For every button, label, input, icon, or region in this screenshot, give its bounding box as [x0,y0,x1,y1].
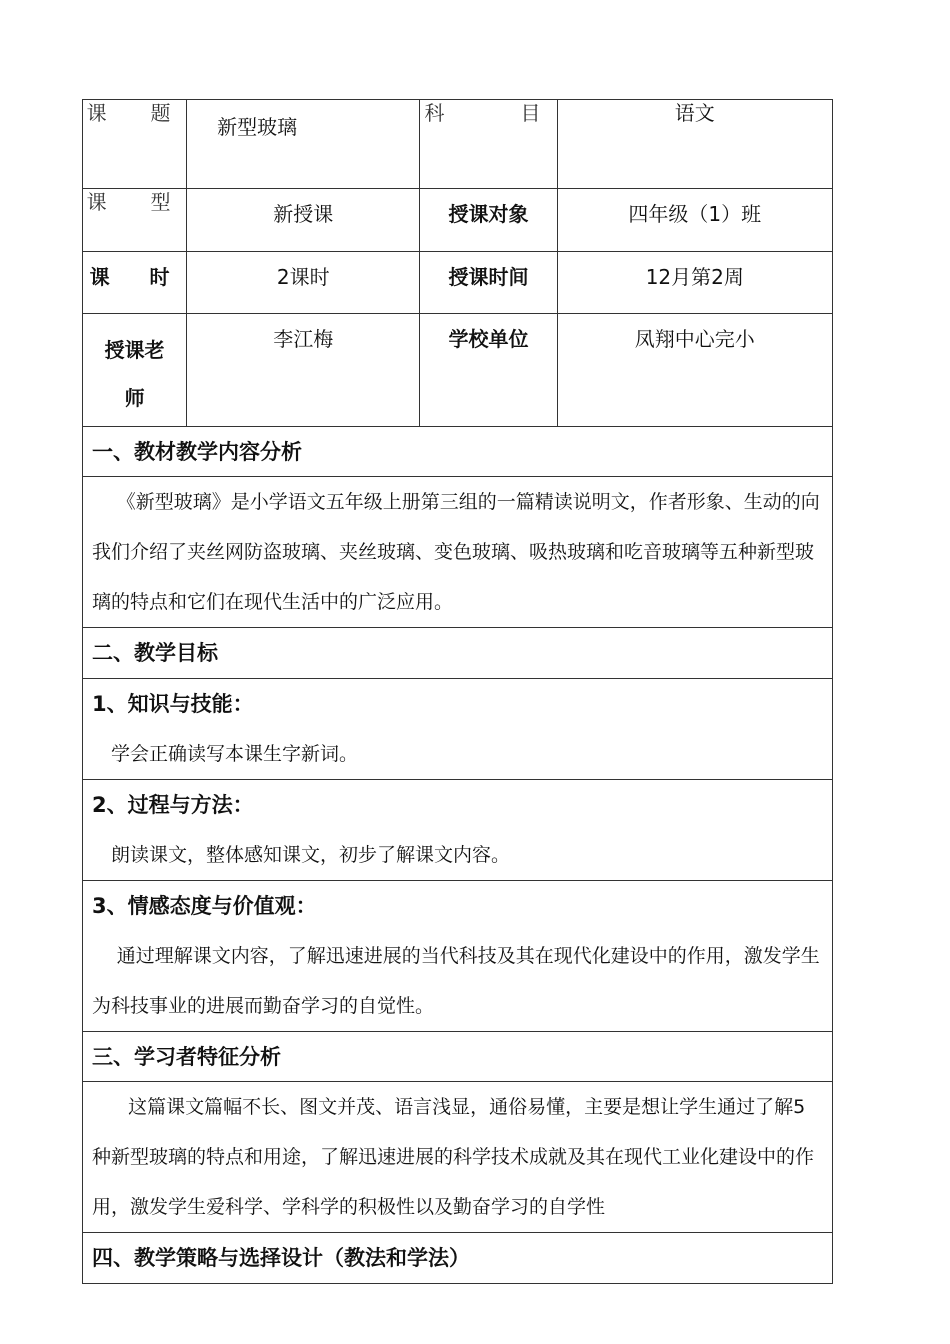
teacher-value: 李江梅 [187,314,420,427]
type-value: 新授课 [187,189,420,252]
info-row-type [83,189,833,252]
section-text: 通过理解课文内容，了解迅速进展的当代科技及其在现代化建设中的作用，激发学生为科技事业的进展而勤奋学习的自觉性。 [92,945,820,1017]
section-teaching-goals [82,628,833,679]
school-value: 凤翔中心完小 [557,314,832,427]
section-title: 三、学习者特征分析 [83,1032,832,1082]
topic-value: 新型玻璃 [187,100,420,189]
time-label: 授课时间 [420,252,557,314]
section-material-analysis [82,427,833,628]
section-learner-analysis [82,1032,833,1233]
subject-label-cell [420,100,557,189]
audience-value: 四年级（1）班 [557,189,832,252]
section-text: 《新型玻璃》是小学语文五年级上册第三组的一篇精读说明文，作者形象、生动的向我们介绍了夹丝网防盗玻璃、夹丝玻璃、变色玻璃、吸热玻璃和吃音玻璃等五种新型玻璃的特点和它们在现代生活中的广泛应用。 [92,491,820,613]
subject-label: 科 目 [424,101,553,125]
section-text: 这篇课文篇幅不长、图文并茂、语言浅显，通俗易懂，主要是想让学生通过了解5种新型玻璃的特点和用途，了解迅速进展的科学技术成就及其在现代工业化建设中的作用，激发学生爱科学、学科学的积极性以及勤奋学习的自学性 [92,1096,815,1218]
info-row-hours [83,252,833,314]
type-label-cell [83,189,187,252]
info-row-teacher [83,314,833,427]
type-label: 课 型 [86,190,183,214]
subsection-title: 1、知识与技能： [92,692,254,716]
time-value: 12月第2周 [557,252,832,314]
section-title: 二、教学目标 [92,641,218,665]
section-process-method [82,780,833,881]
hours-label: 课 时 [83,252,187,314]
info-row-topic [83,100,833,189]
section-title: 一、教材教学内容分析 [83,427,832,477]
section-text: 朗读课文，整体感知课文，初步了解课文内容。 [111,844,511,866]
audience-label: 授课对象 [420,189,557,252]
section-title: 四、教学策略与选择设计（教法和学法） [92,1246,470,1270]
section-knowledge-skills [82,679,833,780]
subject-value: 语文 [557,100,832,189]
section-emotion-values [82,881,833,1032]
teacher-label: 授课老师 [83,314,187,427]
section-teaching-strategy [82,1233,833,1284]
topic-label: 课 题 [86,101,183,125]
subsection-title: 3、情感态度与价值观： [92,894,317,918]
lesson-info-table [82,99,833,427]
lesson-plan-document [82,99,832,1284]
school-label: 学校单位 [420,314,557,427]
section-text: 学会正确读写本课生字新词。 [111,743,359,765]
topic-label-cell [83,100,187,189]
hours-value: 2课时 [187,252,420,314]
subsection-title: 2、过程与方法： [92,793,254,817]
